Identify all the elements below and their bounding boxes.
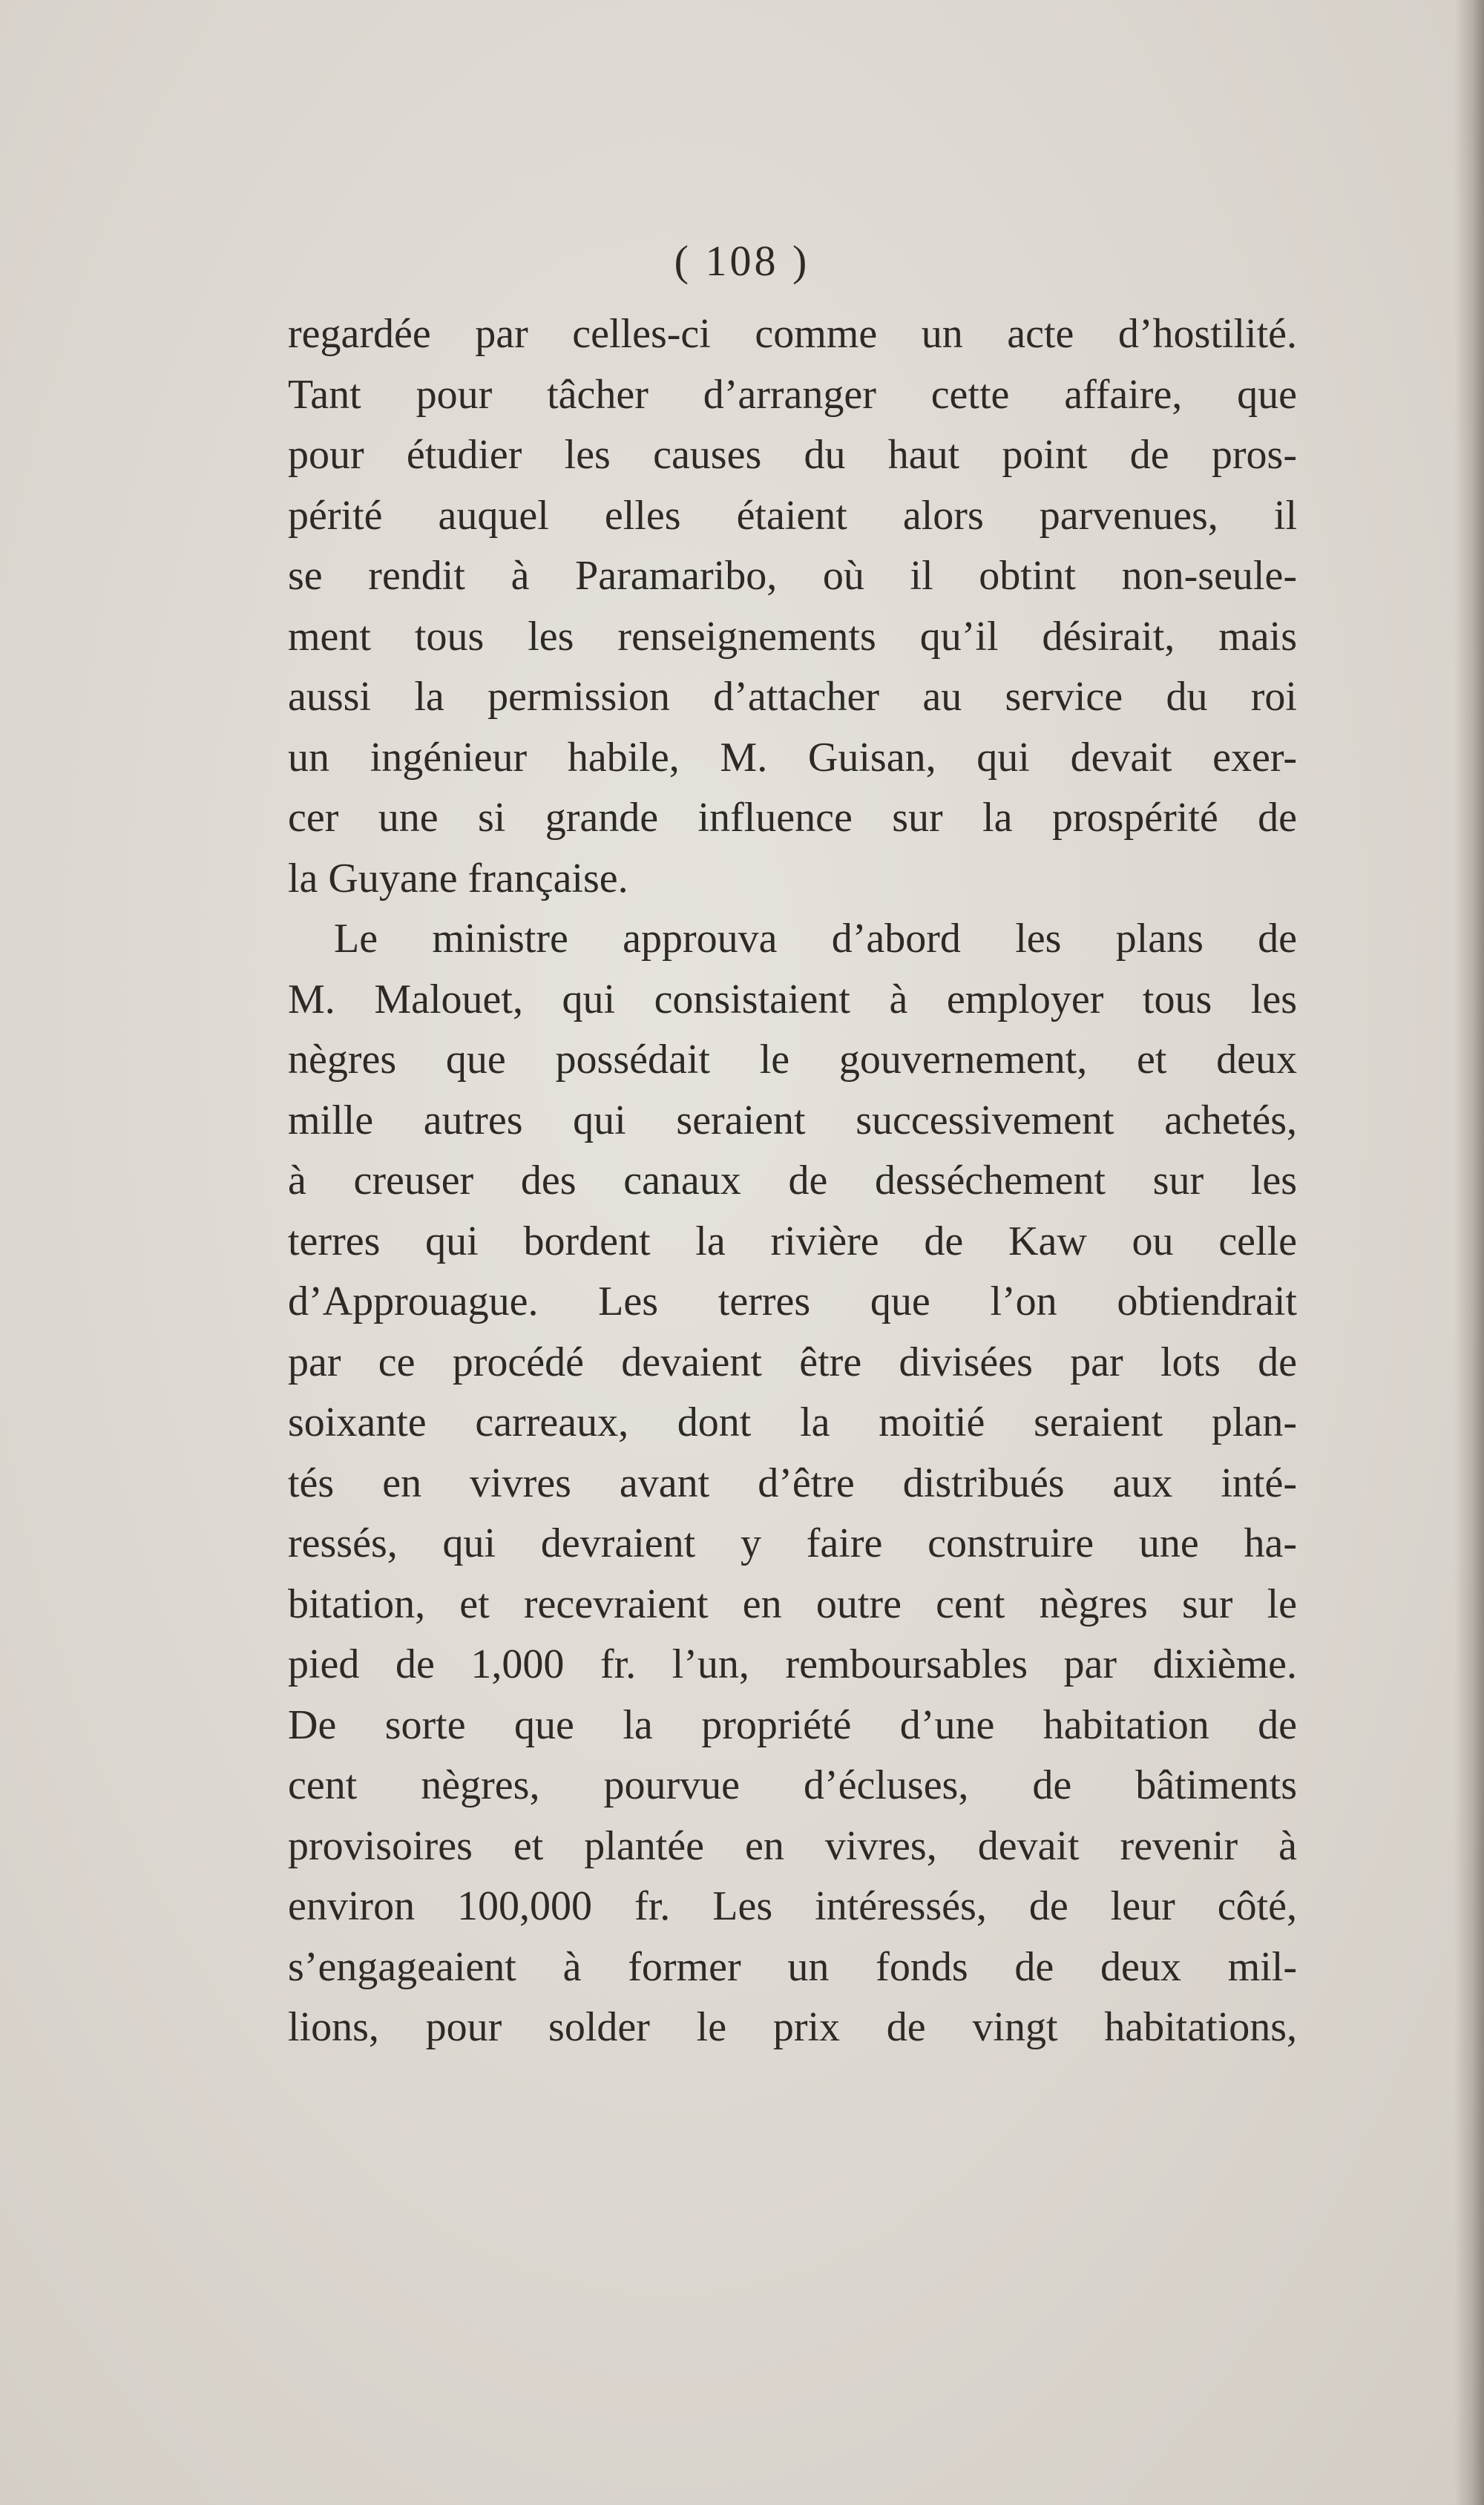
text-line: tés en vivres avant d’être distribués aux inté- bbox=[288, 1460, 1297, 1506]
text-line: d’Approuague. Les terres que l’on obtiendrait bbox=[288, 1278, 1297, 1324]
text-line: un ingénieur habile, M. Guisan, qui devait exer- bbox=[288, 734, 1297, 781]
text-line: De sorte que la propriété d’une habitation de bbox=[288, 1701, 1297, 1748]
text-line: à creuser des canaux de desséchement sur les bbox=[288, 1158, 1297, 1204]
page-number: ( 108 ) bbox=[674, 237, 810, 285]
text-line: ment tous les renseignements qu’il désirait, mais bbox=[288, 613, 1297, 660]
text-line: cer une si grande influence sur la prospérité de bbox=[288, 795, 1297, 841]
text-line: soixante carreaux, dont la moitié seraient plan- bbox=[288, 1399, 1297, 1445]
text-line: se rendit à Paramaribo, où il obtint non-seule- bbox=[288, 553, 1297, 599]
text-line: périté auquel elles étaient alors parvenues, il bbox=[288, 492, 1297, 539]
text-line: Tant pour tâcher d’arranger cette affaire, que bbox=[288, 371, 1297, 418]
text-line: pied de 1,000 fr. l’un, remboursables par dixième. bbox=[288, 1641, 1297, 1687]
text-line: mille autres qui seraient successivement achetés, bbox=[288, 1097, 1297, 1143]
text-line: bitation, et recevraient en outre cent nègres sur le bbox=[288, 1580, 1297, 1627]
page-edge-shadow bbox=[1454, 0, 1484, 2505]
text-line: provisoires et plantée en vivres, devait revenir à bbox=[288, 1822, 1297, 1869]
text-line: la Guyane française. bbox=[288, 855, 628, 902]
text-line: environ 100,000 fr. Les intéressés, de leur côté, bbox=[288, 1883, 1297, 1929]
text-line: terres qui bordent la rivière de Kaw ou celle bbox=[288, 1218, 1297, 1264]
text-line: par ce procédé devaient être divisées par lots de bbox=[288, 1339, 1297, 1385]
text-line: nègres que possédait le gouvernement, et deux bbox=[288, 1037, 1297, 1083]
text-line: lions, pour solder le prix de vingt habitations, bbox=[288, 2004, 1297, 2050]
text-line: pour étudier les causes du haut point de pros- bbox=[288, 432, 1297, 478]
text-line: aussi la permission d’attacher au service du roi bbox=[288, 674, 1297, 720]
text-line: cent nègres, pourvue d’écluses, de bâtiments bbox=[288, 1762, 1297, 1808]
text-line: M. Malouet, qui consistaient à employer tous les bbox=[288, 976, 1297, 1022]
text-line: ressés, qui devraient y faire construire une ha- bbox=[288, 1520, 1297, 1566]
text-line: regardée par celles-ci comme un acte d’hostilité. bbox=[288, 311, 1297, 357]
body-text bbox=[288, 304, 1297, 2058]
text-line: s’engageaient à former un fonds de deux mil- bbox=[288, 1943, 1297, 1990]
text-line: Le ministre approuva d’abord les plans de bbox=[334, 916, 1297, 962]
